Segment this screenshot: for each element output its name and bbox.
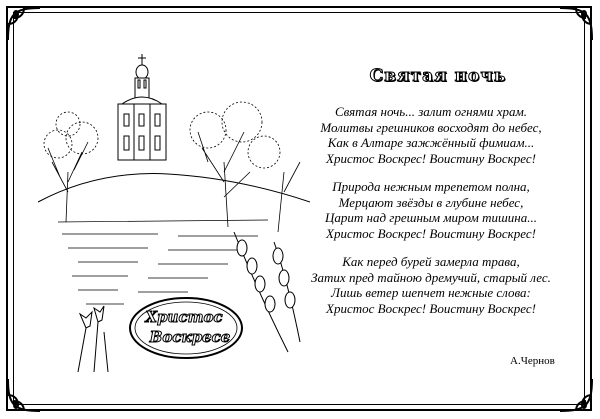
poem-body — [286, 104, 576, 329]
author-signature: А.Чернов — [510, 355, 555, 367]
poem-line: Затих пред тайною дремучий, старый лес. — [311, 269, 551, 285]
poem-line: Молитвы грешников восходят до небес, — [320, 119, 542, 135]
church — [118, 54, 166, 160]
church-illustration — [38, 52, 310, 377]
oval-line2: Воскресе — [149, 328, 231, 346]
hill-line — [38, 174, 310, 202]
poem-line: Как перед бурей замерла трава, — [342, 254, 520, 269]
poem-line: Христос Воскрес! Воистину Воскрес! — [326, 300, 536, 316]
corner-ornament-bottom-right — [556, 375, 596, 415]
stanza-2 — [286, 179, 576, 241]
poem-line: Христос Воскрес! Воистину Воскрес! — [326, 150, 536, 166]
poem-line: Христос Воскрес! Воистину Воскрес! — [326, 225, 536, 241]
poem-line: Царит над грешным миром тишина... — [324, 210, 537, 225]
poem-line: Природа нежным трепетом полна, — [332, 179, 530, 194]
tree-right — [190, 102, 300, 232]
stanza-1 — [286, 104, 576, 166]
poem-line: Мерцают звёзды в глубине небес, — [338, 194, 524, 210]
flowers — [78, 306, 108, 372]
oval-line1: Христос — [145, 308, 223, 326]
corner-ornament-top-right — [556, 4, 596, 44]
poem-line: Святая ночь... залит огнями храм. — [334, 104, 528, 119]
corner-ornament-top-left — [4, 4, 44, 44]
stanza-3 — [286, 254, 576, 316]
poem-line: Как в Алтаре зажжённый фимиам... — [327, 135, 535, 150]
corner-ornament-bottom-left — [4, 375, 44, 415]
poem-line: Лишь ветер шепчет нежные слова: — [331, 285, 531, 300]
river — [58, 220, 268, 304]
christ-is-risen-oval — [130, 298, 242, 358]
poem-title: Святая ночь — [369, 66, 507, 86]
tree-left — [44, 112, 98, 222]
